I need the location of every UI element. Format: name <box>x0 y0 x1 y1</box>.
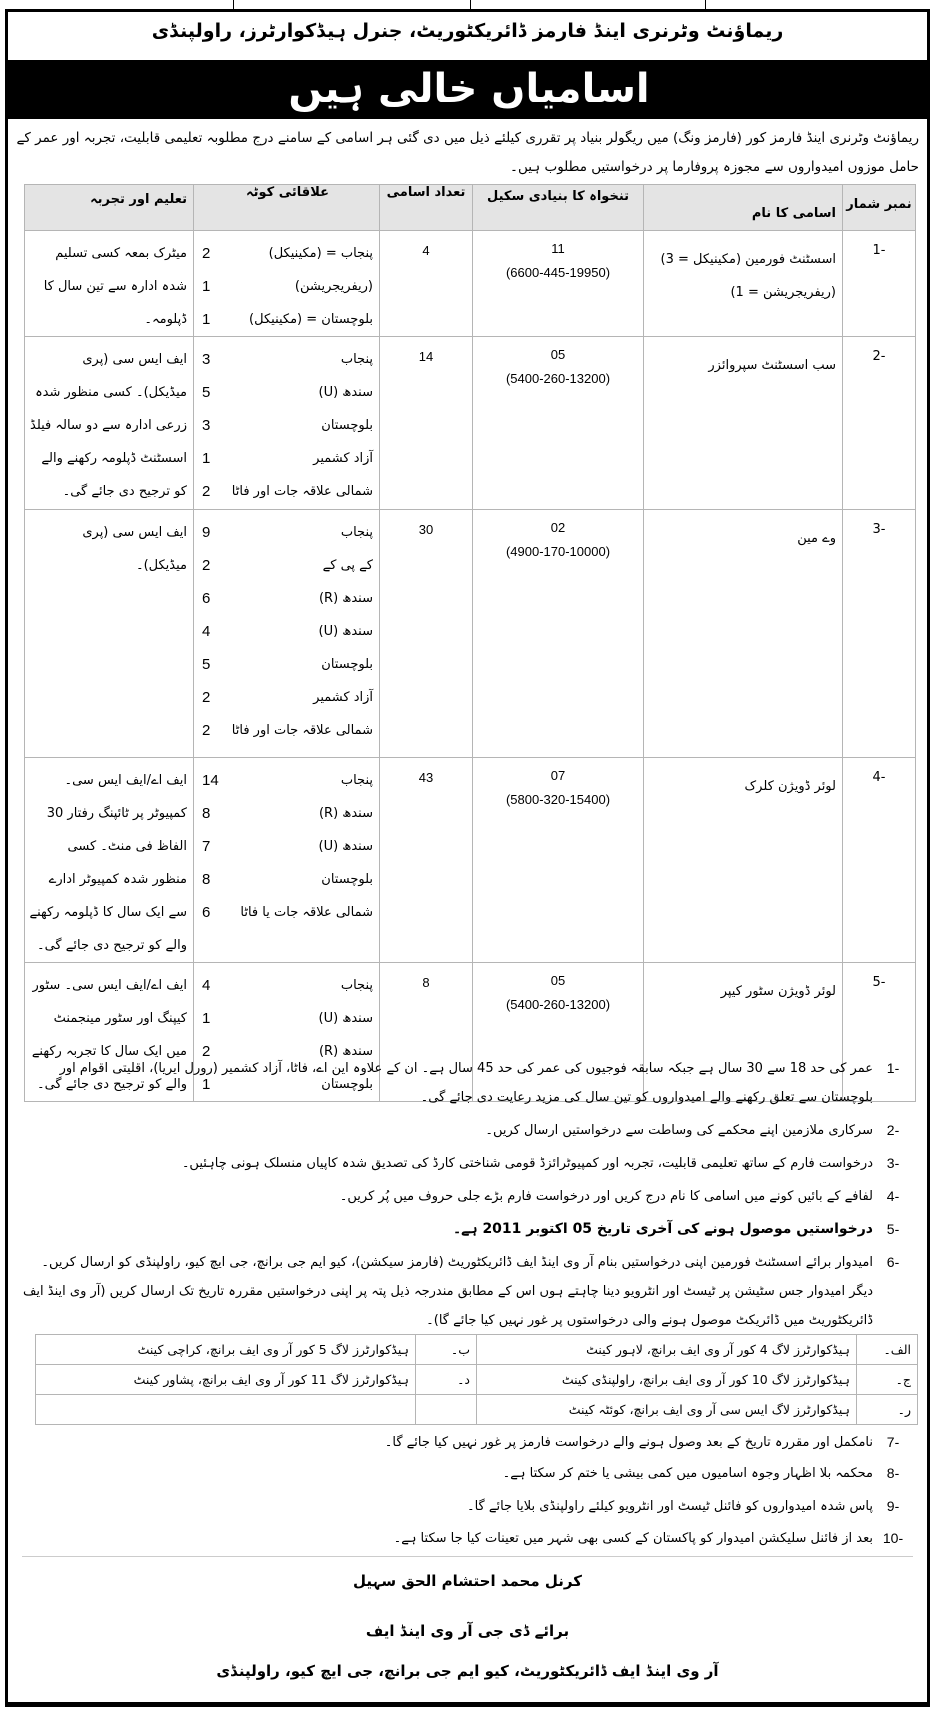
quota-region: بلوچستان = (مکینیکل) <box>249 312 373 327</box>
quota-region: آزاد کشمیر <box>313 690 373 705</box>
note-text: سرکاری ملازمین اپنے محکمے کی وساطت سے درخواستیں ارسال کریں۔ <box>485 1123 873 1138</box>
quota-count: 6 <box>202 590 211 607</box>
education-experience: میٹرک بمعہ کسی تسلیم شدہ ادارہ سے تین سال کا ڈپلومہ۔ <box>25 231 194 337</box>
quota-region: سندھ (R) <box>318 591 373 606</box>
quota-count: 1 <box>202 311 211 328</box>
quota-line <box>202 303 373 336</box>
quota-count: 1 <box>202 450 211 467</box>
signatory-office: آر وی اینڈ ایف ڈائریکٹوریٹ، کیو ایم جی برانچ، جی ایچ کیو، راولپنڈی <box>216 1662 719 1680</box>
page-tick <box>705 0 706 9</box>
post-name: وے مین <box>644 510 843 758</box>
quota-region: سندھ (U) <box>318 385 373 400</box>
table-row <box>25 758 916 963</box>
note-number: -3 <box>886 1155 900 1171</box>
quota-region: پنجاب <box>340 978 373 993</box>
col-post-name: اسامی کا نام <box>644 185 843 231</box>
quota-line <box>202 969 373 1002</box>
quota-line <box>202 896 373 929</box>
quota-region: شمالی علاقہ جات اور فاٹا <box>231 484 373 499</box>
quota-count: 7 <box>202 838 211 855</box>
quota-count: 9 <box>202 524 211 541</box>
quota-line <box>202 714 373 747</box>
post-name: اسسٹنٹ فورمین (مکینیکل = 3) (ریفریجریشن = 1) <box>644 231 843 337</box>
quota-count: 5 <box>202 656 211 673</box>
quota-count: 2 <box>202 722 211 739</box>
note-item <box>16 1459 913 1488</box>
signatory-name: کرنل محمد احتشام الحق سہیل <box>353 1572 582 1590</box>
pay-scale-cell <box>473 231 644 337</box>
quota-region: سندھ (U) <box>318 839 373 854</box>
quota-count: 4 <box>202 623 211 640</box>
quota-region: سندھ (R) <box>318 1044 373 1059</box>
note-item <box>16 1116 913 1145</box>
post-name: لوئر ڈویژن سٹور کیپر <box>644 963 843 1102</box>
quota-count: 2 <box>202 1043 211 1060</box>
note-number: -4 <box>886 1188 900 1204</box>
post-name: سب اسسٹنٹ سپروائزر <box>644 337 843 510</box>
table-row <box>25 510 916 758</box>
organization-title: ریماؤنٹ وٹرنری اینڈ فارمز ڈائریکٹوریٹ، جنرل ہیڈکوارٹرز، راولپنڈی <box>151 20 784 42</box>
quota-line <box>202 1002 373 1035</box>
address-text: ہیڈکوارٹرز لاگ ایس سی آر وی ایف برانچ، کوئٹہ کینٹ <box>477 1395 857 1425</box>
pay-scale-cell <box>473 758 644 963</box>
serial-number: -3 <box>843 510 916 758</box>
quota-line <box>202 764 373 797</box>
serial-number: -2 <box>843 337 916 510</box>
quota-line <box>202 648 373 681</box>
quota-region: سندھ (U) <box>318 1011 373 1026</box>
note-text: عمر کی حد 18 سے 30 سال ہے جبکہ سابقہ فوجیوں کی عمر کی حد 45 سال ہے۔ ان کے علاوہ این اے، فاٹا، آزاد کشمیر (رورل ایریا)، اقلیتی اقوام اور بلوچستان سے تعلق رکھنے والے امیدواروں کو تین سال کی مزید رعایت دی جائے گی۔ <box>59 1061 873 1105</box>
col-regional-quota: علاقائی کوٹہ <box>194 185 380 231</box>
quota-count: 2 <box>202 245 211 262</box>
pay-range: (5800-320-15400) <box>505 792 611 807</box>
note-number: -8 <box>886 1465 900 1481</box>
education-experience: ایف ایس سی (پری میڈیکل)۔ کسی منظور شدہ زرعی ادارہ سے دو سالہ فیلڈ اسسٹنٹ ڈپلومہ رکھنے والے کو ترجیح دی جائے گی۔ <box>25 337 194 510</box>
quota-region: بلوچستان <box>321 1077 373 1092</box>
quota-region: آزاد کشمیر <box>313 451 373 466</box>
pay-range: (4900-170-10000) <box>505 544 611 559</box>
note-item <box>16 1248 913 1335</box>
education-experience: ایف اے/ایف ایس سی۔ سٹور کیپنگ اور سٹور مینجمنٹ میں ایک سال کا تجربہ رکھنے والے کو ترجیح دی جائے گی۔ <box>25 963 194 1102</box>
note-item <box>16 1215 913 1244</box>
col-serial: نمبر شمار <box>843 185 916 231</box>
quota-count: 2 <box>202 557 211 574</box>
quota-region: (ریفریجریشن) <box>294 279 373 294</box>
quota-count: 8 <box>202 871 211 888</box>
quota-line <box>202 582 373 615</box>
quota-line <box>202 797 373 830</box>
table-row <box>25 231 916 337</box>
note-number: -5 <box>886 1221 900 1237</box>
quota-line <box>202 442 373 475</box>
post-count: 4 <box>380 231 473 337</box>
quota-region: پنجاب <box>340 525 373 540</box>
quota-region: بلوچستان <box>321 872 373 887</box>
serial-number: -5 <box>843 963 916 1102</box>
quota-count: 4 <box>202 977 211 994</box>
quota-count: 8 <box>202 805 211 822</box>
quota-line <box>202 863 373 896</box>
note-text: بعد از فائنل سلیکشن امیدوار کو پاکستان کے کسی بھی شہر میں تعینات کیا جا سکتا ہے۔ <box>393 1531 873 1546</box>
address-row <box>36 1335 918 1365</box>
quota-line <box>202 516 373 549</box>
quota-line <box>202 409 373 442</box>
signatory-for: برائے ڈی جی آر وی اینڈ ایف <box>365 1622 570 1640</box>
education-experience: ایف اے/ایف ایس سی۔ کمپیوٹر پر ٹائپنگ رفتار 30 الفاظ فی منٹ۔ کسی منظور شدہ کمپیوٹر ادارے سے ایک سال کا ڈپلومہ رکھنے والے کو ترجیح دی جائے گی۔ <box>25 758 194 963</box>
address-label: ج۔ <box>857 1365 918 1395</box>
note-item <box>16 1149 913 1178</box>
pay-scale-cell <box>473 510 644 758</box>
quota-count: 14 <box>202 772 219 789</box>
pay-range: (5400-260-13200) <box>505 997 611 1012</box>
quota-line <box>202 343 373 376</box>
quota-line <box>202 615 373 648</box>
note-number: -7 <box>886 1434 900 1450</box>
note-text: امیدوار برائے اسسٹنٹ فورمین اپنی درخواستیں بنام آر وی اینڈ ایف ڈائریکٹوریٹ (فارمز سیکشن)، کیو ایم جی برانچ، جی ایچ کیو، راولپنڈی کو ارسال کریں۔ دیگر امیدوار جس سٹیشن پر ٹیسٹ اور انٹرویو دینا چاہتے ہوں اس کے مطابق مندرجہ ذیل پتہ پر اپنی درخواستیں مقررہ تاریخ تک ارسال کریں (آر وی اینڈ ایف ڈائریکٹوریٹ میں ڈائریکٹ موصول ہونے والی درخواستوں پر غور نہیں کیا جائے گا)۔ <box>22 1255 873 1328</box>
pay-scale: 02 <box>550 520 566 535</box>
quota-region: کے پی کے <box>322 558 373 573</box>
regional-quota-cell <box>194 510 380 758</box>
quota-count: 2 <box>202 689 211 706</box>
address-text: ہیڈکوارٹرز لاگ 4 کور آر وی ایف برانچ، لاہور کینٹ <box>477 1335 857 1365</box>
page-tick <box>233 0 234 9</box>
note-text: درخواست فارم کے ساتھ تعلیمی قابلیت، تجربہ اور کمپیوٹرائزڈ قومی شناختی کارڈ کی تصدیق شدہ کاپیاں منسلک ہونی چاہئیں۔ <box>181 1156 873 1171</box>
quota-count: 2 <box>202 483 211 500</box>
quota-line <box>202 681 373 714</box>
address-text: ہیڈکوارٹرز لاگ 10 کور آر وی ایف برانچ، راولپنڈی کینٹ <box>477 1365 857 1395</box>
page-tick <box>470 0 471 9</box>
quota-count: 6 <box>202 904 211 921</box>
address-text: ہیڈکوارٹرز لاگ 11 کور آر وی ایف برانچ، پشاور کینٹ <box>36 1365 416 1395</box>
quota-count: 1 <box>202 1076 211 1093</box>
post-name: لوئر ڈویژن کلرک <box>644 758 843 963</box>
quota-line <box>202 270 373 303</box>
address-label: ب۔ <box>416 1335 477 1365</box>
address-label: الف۔ <box>857 1335 918 1365</box>
regional-quota-cell <box>194 231 380 337</box>
intro-text: ریماؤنٹ وٹرنری اینڈ فارمز کور (فارمز ونگ) میں ریگولر بنیاد پر تقرری کیلئے ذیل میں دی گئی ہر اسامی کے سامنے درج مطلوبہ تعلیمی قابلیت، تجربہ اور عمر کے حامل موزوں امیدواروں سے مجوزہ پروفارما پر درخواستیں مطلوب ہیں۔ <box>16 130 919 175</box>
note-item <box>16 1492 913 1521</box>
pay-scale: 05 <box>550 973 566 988</box>
vacancies-banner: اسامیاں خالی ہیں <box>8 60 930 119</box>
quota-count: 5 <box>202 384 211 401</box>
note-number: -6 <box>886 1254 900 1270</box>
pay-scale: 11 <box>551 241 565 256</box>
pay-scale: 05 <box>550 347 566 362</box>
post-count: 30 <box>380 510 473 758</box>
col-education: تعلیم اور تجربہ <box>25 185 194 231</box>
serial-number: -1 <box>843 231 916 337</box>
education-experience: ایف ایس سی (پری میڈیکل)۔ <box>25 510 194 758</box>
quota-count: 1 <box>202 278 211 295</box>
post-count: 14 <box>380 337 473 510</box>
post-count: 43 <box>380 758 473 963</box>
note-number: -2 <box>886 1122 900 1138</box>
pay-scale-cell <box>473 337 644 510</box>
pay-scale: 07 <box>550 768 566 783</box>
address-row <box>36 1365 918 1395</box>
quota-region: پنجاب = (مکینیکل) <box>268 246 373 261</box>
quota-region: پنجاب <box>340 773 373 788</box>
table-row <box>25 337 916 510</box>
quota-line <box>202 376 373 409</box>
quota-region: سندھ (U) <box>318 624 373 639</box>
regional-quota-cell <box>194 337 380 510</box>
note-text: پاس شدہ امیدواروں کو فائنل ٹیسٹ اور انٹرویو کیلئے راولپنڈی بلایا جائے گا۔ <box>466 1499 873 1514</box>
pay-range: (6600-445-19950) <box>505 265 611 280</box>
quota-count: 1 <box>202 1010 211 1027</box>
post-count: 8 <box>380 963 473 1102</box>
note-number: -10 <box>882 1530 904 1546</box>
note-item <box>16 1428 913 1457</box>
serial-number: -4 <box>843 758 916 963</box>
address-empty <box>416 1395 477 1425</box>
pay-range: (5400-260-13200) <box>505 371 611 386</box>
note-text: لفافے کے بائیں کونے میں اسامی کا نام درج کریں اور درخواست فارم بڑے جلی حروف میں پُر کریں۔ <box>339 1189 873 1204</box>
note-item <box>16 1524 913 1553</box>
divider <box>22 1556 913 1557</box>
address-label: ر۔ <box>857 1395 918 1425</box>
note-item <box>16 1182 913 1211</box>
quota-region: شمالی علاقہ جات اور فاٹا <box>231 723 373 738</box>
quota-count: 3 <box>202 417 211 434</box>
address-label: د۔ <box>416 1365 477 1395</box>
address-row <box>36 1395 918 1425</box>
col-pay-scale: تنخواہ کا بنیادی سکیل <box>473 185 644 231</box>
quota-region: سندھ (R) <box>318 806 373 821</box>
regional-quota-cell <box>194 758 380 963</box>
address-table <box>35 1334 918 1425</box>
quota-region: بلوچستان <box>321 657 373 672</box>
quota-line <box>202 475 373 508</box>
note-text: نامکمل اور مقررہ تاریخ کے بعد وصول ہونے والے درخواست فارمز پر غور نہیں کیا جائے گا۔ <box>384 1435 873 1450</box>
note-number: -1 <box>886 1060 900 1076</box>
quota-region: پنجاب <box>340 352 373 367</box>
quota-region: بلوچستان <box>321 418 373 433</box>
note-text: محکمہ بلا اظہار وجوہ اسامیوں میں کمی بیشی یا ختم کر سکتا ہے۔ <box>502 1466 873 1481</box>
quota-line <box>202 830 373 863</box>
quota-line <box>202 549 373 582</box>
address-empty <box>36 1395 416 1425</box>
note-number: -9 <box>886 1498 900 1514</box>
quota-count: 3 <box>202 351 211 368</box>
quota-line <box>202 237 373 270</box>
table-header-row <box>25 185 916 231</box>
note-text: درخواستیں موصول ہونے کی آخری تاریخ 05 اکتوبر 2011 ہے۔ <box>452 1221 873 1237</box>
note-item <box>16 1054 913 1112</box>
quota-region: شمالی علاقہ جات یا فاٹا <box>240 905 373 920</box>
vacancies-table <box>24 184 916 1102</box>
address-text: ہیڈکوارٹرز لاگ 5 کور آر وی ایف برانچ، کراچی کینٹ <box>36 1335 416 1365</box>
col-post-count: تعداد اسامی <box>380 185 473 231</box>
